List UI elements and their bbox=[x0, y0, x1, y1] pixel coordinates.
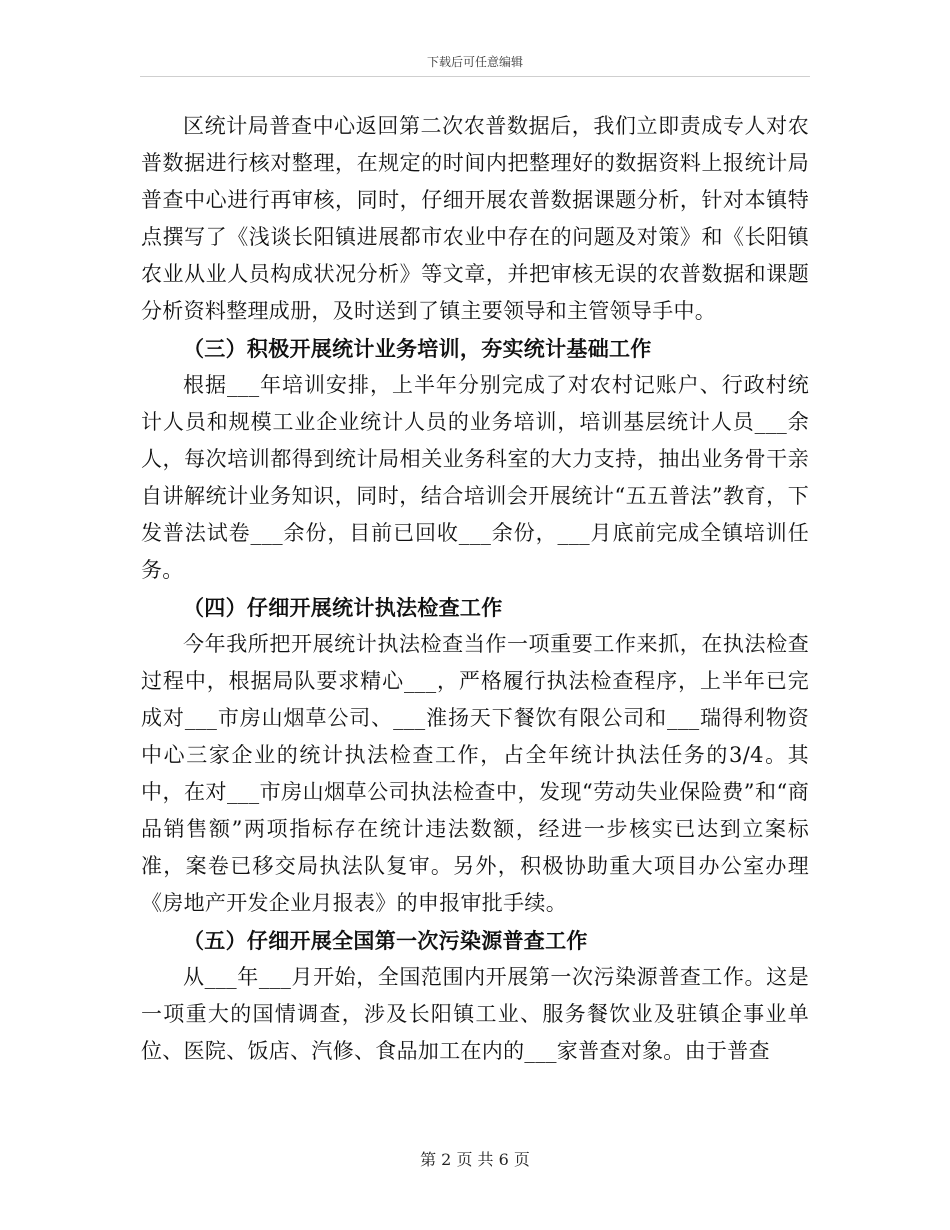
page-header: 下载后可任意编辑 bbox=[426, 55, 523, 69]
section-heading-training: （三）积极开展统计业务培训，夯实统计基础工作 bbox=[183, 336, 652, 361]
header-divider bbox=[140, 76, 810, 77]
section-heading-pollution-census: （五）仔细开展全国第一次污染源普查工作 bbox=[183, 928, 588, 953]
document-body bbox=[141, 108, 809, 1070]
paragraph-census-data: 区统计局普查中心返回第二次农普数据后，我们立即责成专人对农普数据进行核对整理，在规定的时间内把整理好的数据资料上报统计局普查中心进行再审核，同时，仔细开展农普数据课题分析，针对本镇特点撰写了《浅谈长阳镇进展都市农业中存在的问题及对策》和《长阳镇农业从业人员构成状况分析》等文章，并把审核无误的农普数据和课题分析资料整理成册，及时送到了镇主要领导和主管领导手中。 bbox=[141, 114, 809, 323]
paragraph-training: 根据___年培训安排，上半年分别完成了对农村记账户、行政村统计人员和规模工业企业统计人员的业务培训，培训基层统计人员___余人，每次培训都得到统计局相关业务科室的大力支持，抽出业务骨干亲自讲解统计业务知识，同时，结合培训会开展统计“五五普法”教育，下发普法试卷___余份，目前已回收___余份，___月底前完成全镇培训任务。 bbox=[141, 373, 809, 582]
page-number-footer: 第 2 页 共 6 页 bbox=[420, 1150, 530, 1169]
section-heading-law-enforcement: （四）仔细开展统计执法检查工作 bbox=[183, 595, 503, 620]
paragraph-law-enforcement: 今年我所把开展统计执法检查当作一项重要工作来抓，在执法检查过程中，根据局队要求精心___，严格履行执法检查程序，上半年已完成对___市房山烟草公司、___淮扬天下餐饮有限公司和___瑞得利物资中心三家企业的统计执法检查工作，占全年统计执法任务的3/4。其中，在对___市房山烟草公司执法检查中，发现“劳动失业保险费”和“商品销售额”两项指标存在统计违法数额，经进一步核实已达到立案标准，案卷已移交局执法队复审。另外，积极协助重大项目办公室办理《房地产开发企业月报表》的申报审批手续。 bbox=[141, 632, 809, 915]
paragraph-pollution-census: 从___年___月开始，全国范围内开展第一次污染源普查工作。这是一项重大的国情调查，涉及长阳镇工业、服务餐饮业及驻镇企事业单位、医院、饭店、汽修、食品加工在内的___家普查对象。由于普查 bbox=[141, 965, 809, 1063]
